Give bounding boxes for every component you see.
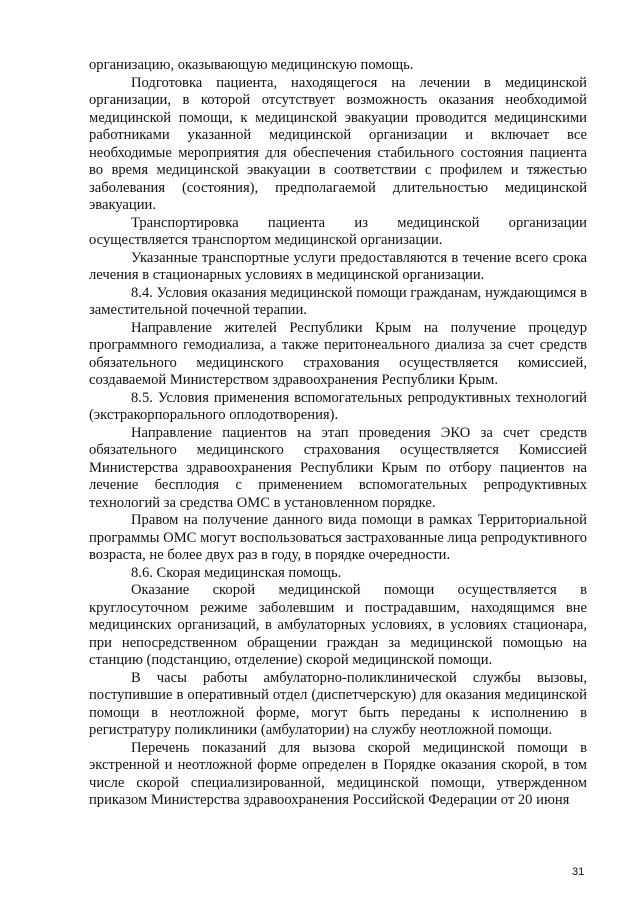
paragraph-transportation: Транспортировка пациента из медицинской организации осуществляется транспортом медицинской организации. (89, 214, 587, 248)
document-body (89, 57, 587, 810)
paragraph-dialysis-referral: Направление жителей Республики Крым на получение процедур программного гемодиализа, а также перитонеального диализа за счет средств обязательного медицинского страхования осуществляется комиссией, создаваемой Министерством здравоохранения Республики Крым. (89, 319, 587, 388)
paragraph-urgent-calls: В часы работы амбулаторно-поликлинической службы вызовы, поступившие в оперативный отдел (диспетчерскую) для оказания медицинской помощи в неотложной форме, могут быть переданы к исполнению в регистратуру поликлиники (амбулатории) на службу неотложной помощи. (89, 669, 587, 738)
paragraph-eco-referral: Направление пациентов на этап проведения ЭКО за счет средств обязательного медицинского страхования осуществляется Комиссией Министерства здравоохранения Республики Крым по отбору пациентов на лечение бесплодия с применением вспомогательных репродуктивных технологий за средства ОМС в установленном порядке. (89, 424, 587, 511)
paragraph-patient-preparation: Подготовка пациента, находящегося на лечении в медицинской организации, в которой отсутствует возможность оказания необходимой медицинской помощи, к медицинской эвакуации проводится медицинскими работниками указанной медицинской организации и включает все необходимые мероприятия для обеспечения стабильного состояния пациента во время медицинской эвакуации в соответствии с профилем и тяжестью заболевания (состояния), предполагаемой длительностью медицинской эвакуации. (89, 74, 587, 213)
page-number: 31 (572, 866, 585, 878)
paragraph-call-indications: Перечень показаний для вызова скорой медицинской помощи в экстренной и неотложной форме определен в Порядке оказания скорой, в том числе скорой специализированной, медицинской помощи, утвержденном приказом Министерства здравоохранения Российской Федерации от 20 июня (89, 739, 587, 808)
section-heading-8-4: 8.4. Условия оказания медицинской помощи гражданам, нуждающимся в заместительной почечной терапии. (89, 284, 587, 318)
paragraph-emergency-care: Оказание скорой медицинской помощи осуществляется в круглосуточном режиме заболевшим и пострадавшим, находящимся вне медицинских организаций, в амбулаторных условиях, в условиях стационара, при непосредственном обращении граждан за медицинской помощью на станцию (подстанцию, отделение) скорой медицинской помощи. (89, 582, 587, 668)
paragraph-eco-eligibility: Правом на получение данного вида помощи в рамках Территориальной программы ОМС могут воспользоваться застрахованные лица репродуктивного возраста, не более двух раз в году, в порядке очередности. (89, 512, 587, 563)
section-heading-8-6: 8.6. Скорая медицинская помощь. (131, 564, 342, 581)
paragraph-continuation: организацию, оказывающую медицинскую помощь. (89, 57, 414, 73)
section-heading-8-5: 8.5. Условия применения вспомогательных репродуктивных технологий (экстракорпорального оплодотворения). (89, 389, 587, 423)
paragraph-transport-services: Указанные транспортные услуги предоставляются в течение всего срока лечения в стационарных условиях в медицинской организации. (89, 249, 587, 283)
